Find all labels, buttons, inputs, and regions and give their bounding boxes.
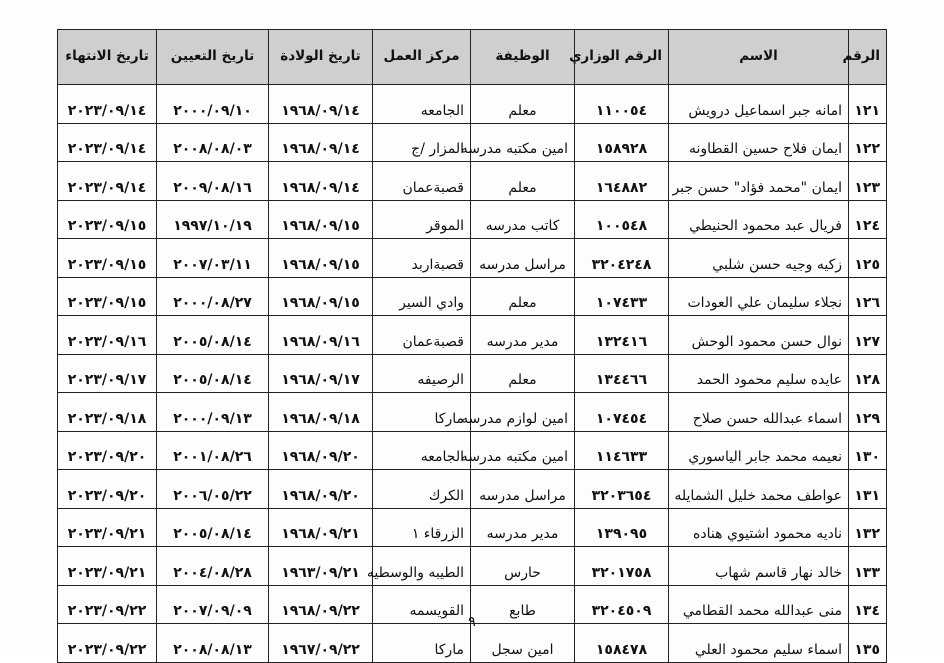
cell-work-center: الجامعه (373, 431, 471, 470)
cell-ministry-id: ١٦٤٨٨٢ (575, 162, 669, 201)
cell-birth-date: ١٩٦٨/٠٩/٢١ (269, 508, 373, 547)
cell-ministry-id: ٣٢٠٤٢٤٨ (575, 239, 669, 278)
cell-appointment-date: ٢٠٠٥/٠٨/١٤ (157, 354, 269, 393)
cell-job: طابع (471, 585, 575, 624)
cell-name: اسماء عبدالله حسن صلاح (669, 393, 849, 432)
table-row (58, 508, 887, 547)
cell-work-center: قصبةعمان (373, 162, 471, 201)
cell-work-center: الكرك (373, 470, 471, 509)
cell-num: ١٣٤ (849, 585, 887, 624)
cell-job: امين مكتبه مدرسه (471, 431, 575, 470)
header-birth-date: تاريخ الولادة (269, 30, 373, 85)
cell-name: ايمان فلاح حسين القطاونه (669, 123, 849, 162)
cell-job: مدير مدرسه (471, 316, 575, 355)
table-row (58, 85, 887, 124)
cell-birth-date: ١٩٦٨/٠٩/١٤ (269, 162, 373, 201)
cell-name: نوال حسن محمود الوحش (669, 316, 849, 355)
cell-name: ايمان "محمد فؤاد" حسن جبر (669, 162, 849, 201)
cell-birth-date: ١٩٦٨/٠٩/١٨ (269, 393, 373, 432)
cell-appointment-date: ٢٠٠٨/٠٨/١٣ (157, 624, 269, 663)
cell-work-center: الموقر (373, 200, 471, 239)
cell-appointment-date: ٢٠٠٩/٠٨/١٦ (157, 162, 269, 201)
header-appointment-date: تاريخ التعيين (157, 30, 269, 85)
cell-name: امانه جبر اسماعيل درويش (669, 85, 849, 124)
cell-work-center: المزار /ج (373, 123, 471, 162)
cell-end-date: ٢٠٢٣/٠٩/١٥ (58, 239, 157, 278)
cell-ministry-id: ١١٤٦٣٣ (575, 431, 669, 470)
cell-birth-date: ١٩٦٨/٠٩/١٥ (269, 239, 373, 278)
table-row (58, 354, 887, 393)
cell-num: ١٢٣ (849, 162, 887, 201)
cell-name: خالد نهار قاسم شهاب (669, 547, 849, 586)
cell-job: حارس (471, 547, 575, 586)
cell-job: امين سجل (471, 624, 575, 663)
cell-birth-date: ١٩٦٧/٠٩/٢٢ (269, 624, 373, 663)
cell-work-center: ماركا (373, 393, 471, 432)
cell-name: عواطف محمد خليل الشمايله (669, 470, 849, 509)
cell-num: ١٣٢ (849, 508, 887, 547)
cell-ministry-id: ١٠٠٥٤٨ (575, 200, 669, 239)
cell-birth-date: ١٩٦٨/٠٩/٢٢ (269, 585, 373, 624)
header-job: الوظيفة (471, 30, 575, 85)
cell-work-center: قصبةاربد (373, 239, 471, 278)
cell-ministry-id: ١٠٧٤٣٣ (575, 277, 669, 316)
cell-ministry-id: ١٣٢٤١٦ (575, 316, 669, 355)
cell-num: ١٢٩ (849, 393, 887, 432)
cell-end-date: ٢٠٢٣/٠٩/١٤ (58, 85, 157, 124)
cell-end-date: ٢٠٢٣/٠٩/٢٠ (58, 431, 157, 470)
cell-birth-date: ١٩٦٨/٠٩/٢٠ (269, 470, 373, 509)
cell-name: منى عبدالله محمد القطامي (669, 585, 849, 624)
cell-num: ١٢٧ (849, 316, 887, 355)
cell-birth-date: ١٩٦٣/٠٩/٢١ (269, 547, 373, 586)
cell-num: ١٢٨ (849, 354, 887, 393)
cell-work-center: الرصيفه (373, 354, 471, 393)
cell-job: مراسل مدرسه (471, 239, 575, 278)
cell-end-date: ٢٠٢٣/٠٩/١٤ (58, 162, 157, 201)
cell-num: ١٣٠ (849, 431, 887, 470)
cell-num: ١٢٤ (849, 200, 887, 239)
cell-job: معلم (471, 162, 575, 201)
header-end-date: تاريخ الانتهاء (58, 30, 157, 85)
cell-end-date: ٢٠٢٣/٠٩/٢٠ (58, 470, 157, 509)
header-ministry-id: الرقم الوزاري (575, 30, 669, 85)
cell-name: نجلاء سليمان علي العودات (669, 277, 849, 316)
table-row (58, 316, 887, 355)
cell-name: فريال عبد محمود الحنيطي (669, 200, 849, 239)
cell-ministry-id: ١٠٧٤٥٤ (575, 393, 669, 432)
cell-work-center: وادي السير (373, 277, 471, 316)
cell-job: امين مكتبه مدرسه (471, 123, 575, 162)
cell-end-date: ٢٠٢٣/٠٩/٢٢ (58, 624, 157, 663)
cell-birth-date: ١٩٦٨/٠٩/١٦ (269, 316, 373, 355)
cell-appointment-date: ٢٠٠٥/٠٨/١٤ (157, 508, 269, 547)
page-number: ٩ (468, 614, 476, 630)
cell-job: مدير مدرسه (471, 508, 575, 547)
cell-birth-date: ١٩٦٨/٠٩/٢٠ (269, 431, 373, 470)
cell-end-date: ٢٠٢٣/٠٩/١٨ (58, 393, 157, 432)
cell-birth-date: ١٩٦٨/٠٩/١٥ (269, 200, 373, 239)
cell-end-date: ٢٠٢٣/٠٩/١٥ (58, 277, 157, 316)
table-row (58, 123, 887, 162)
cell-num: ١٢١ (849, 85, 887, 124)
cell-appointment-date: ٢٠٠١/٠٨/٢٦ (157, 431, 269, 470)
cell-num: ١٣٥ (849, 624, 887, 663)
cell-work-center: الطيبه والوسطيه (373, 547, 471, 586)
retirement-table (57, 29, 887, 663)
cell-ministry-id: ١٥٨٩٢٨ (575, 123, 669, 162)
cell-appointment-date: ٢٠٠٨/٠٨/٠٣ (157, 123, 269, 162)
cell-end-date: ٢٠٢٣/٠٩/٢١ (58, 508, 157, 547)
cell-end-date: ٢٠٢٣/٠٩/١٤ (58, 123, 157, 162)
cell-num: ١٢٢ (849, 123, 887, 162)
cell-num: ١٣١ (849, 470, 887, 509)
cell-name: اسماء سليم محمود العلي (669, 624, 849, 663)
table-row (58, 393, 887, 432)
cell-ministry-id: ١٣٩٠٩٥ (575, 508, 669, 547)
cell-num: ١٢٦ (849, 277, 887, 316)
table-row (58, 470, 887, 509)
cell-work-center: ماركا (373, 624, 471, 663)
cell-appointment-date: ٢٠٠٤/٠٨/٢٨ (157, 547, 269, 586)
cell-appointment-date: ٢٠٠٠/٠٩/١٣ (157, 393, 269, 432)
cell-ministry-id: ١٣٤٤٦٦ (575, 354, 669, 393)
cell-job: مراسل مدرسه (471, 470, 575, 509)
header-name: الاسم (669, 30, 849, 85)
cell-num: ١٣٣ (849, 547, 887, 586)
table-row (58, 200, 887, 239)
table-row (58, 162, 887, 201)
cell-birth-date: ١٩٦٨/٠٩/١٥ (269, 277, 373, 316)
cell-name: زكيه وجيه حسن شلبي (669, 239, 849, 278)
cell-ministry-id: ٣٢٠١٧٥٨ (575, 547, 669, 586)
cell-birth-date: ١٩٦٨/٠٩/١٤ (269, 123, 373, 162)
cell-appointment-date: ١٩٩٧/١٠/١٩ (157, 200, 269, 239)
cell-work-center: القويسمه (373, 585, 471, 624)
table-row (58, 239, 887, 278)
table-row (58, 547, 887, 586)
cell-end-date: ٢٠٢٣/٠٩/١٦ (58, 316, 157, 355)
table-body (58, 85, 887, 663)
cell-appointment-date: ٢٠٠٧/٠٣/١١ (157, 239, 269, 278)
cell-name: نعيمه محمد جابر الياسوري (669, 431, 849, 470)
cell-ministry-id: ٣٢٠٤٥٠٩ (575, 585, 669, 624)
cell-appointment-date: ٢٠٠٠/٠٩/١٠ (157, 85, 269, 124)
cell-job: معلم (471, 277, 575, 316)
cell-end-date: ٢٠٢٣/٠٩/١٥ (58, 200, 157, 239)
cell-appointment-date: ٢٠٠٥/٠٨/١٤ (157, 316, 269, 355)
cell-birth-date: ١٩٦٨/٠٩/١٧ (269, 354, 373, 393)
cell-name: ناديه محمود اشتيوي هناده (669, 508, 849, 547)
cell-appointment-date: ٢٠٠٦/٠٥/٢٢ (157, 470, 269, 509)
cell-appointment-date: ٢٠٠٠/٠٨/٢٧ (157, 277, 269, 316)
cell-work-center: قصبةعمان (373, 316, 471, 355)
cell-num: ١٢٥ (849, 239, 887, 278)
cell-job: امين لوازم مدرسه (471, 393, 575, 432)
cell-end-date: ٢٠٢٣/٠٩/٢٢ (58, 585, 157, 624)
cell-job: معلم (471, 354, 575, 393)
table-row (58, 277, 887, 316)
table-header-row (58, 30, 887, 85)
cell-end-date: ٢٠٢٣/٠٩/٢١ (58, 547, 157, 586)
cell-appointment-date: ٢٠٠٧/٠٩/٠٩ (157, 585, 269, 624)
cell-birth-date: ١٩٦٨/٠٩/١٤ (269, 85, 373, 124)
cell-ministry-id: ٣٢٠٣٦٥٤ (575, 470, 669, 509)
cell-ministry-id: ١١٠٠٥٤ (575, 85, 669, 124)
cell-name: عايده سليم محمود الحمد (669, 354, 849, 393)
cell-work-center: الجامعه (373, 85, 471, 124)
cell-work-center: الزرقاء ١ (373, 508, 471, 547)
header-num: الرقم (849, 30, 887, 85)
table-row (58, 431, 887, 470)
cell-end-date: ٢٠٢٣/٠٩/١٧ (58, 354, 157, 393)
header-work-center: مركز العمل (373, 30, 471, 85)
cell-job: معلم (471, 85, 575, 124)
cell-ministry-id: ١٥٨٤٧٨ (575, 624, 669, 663)
cell-job: كاتب مدرسه (471, 200, 575, 239)
